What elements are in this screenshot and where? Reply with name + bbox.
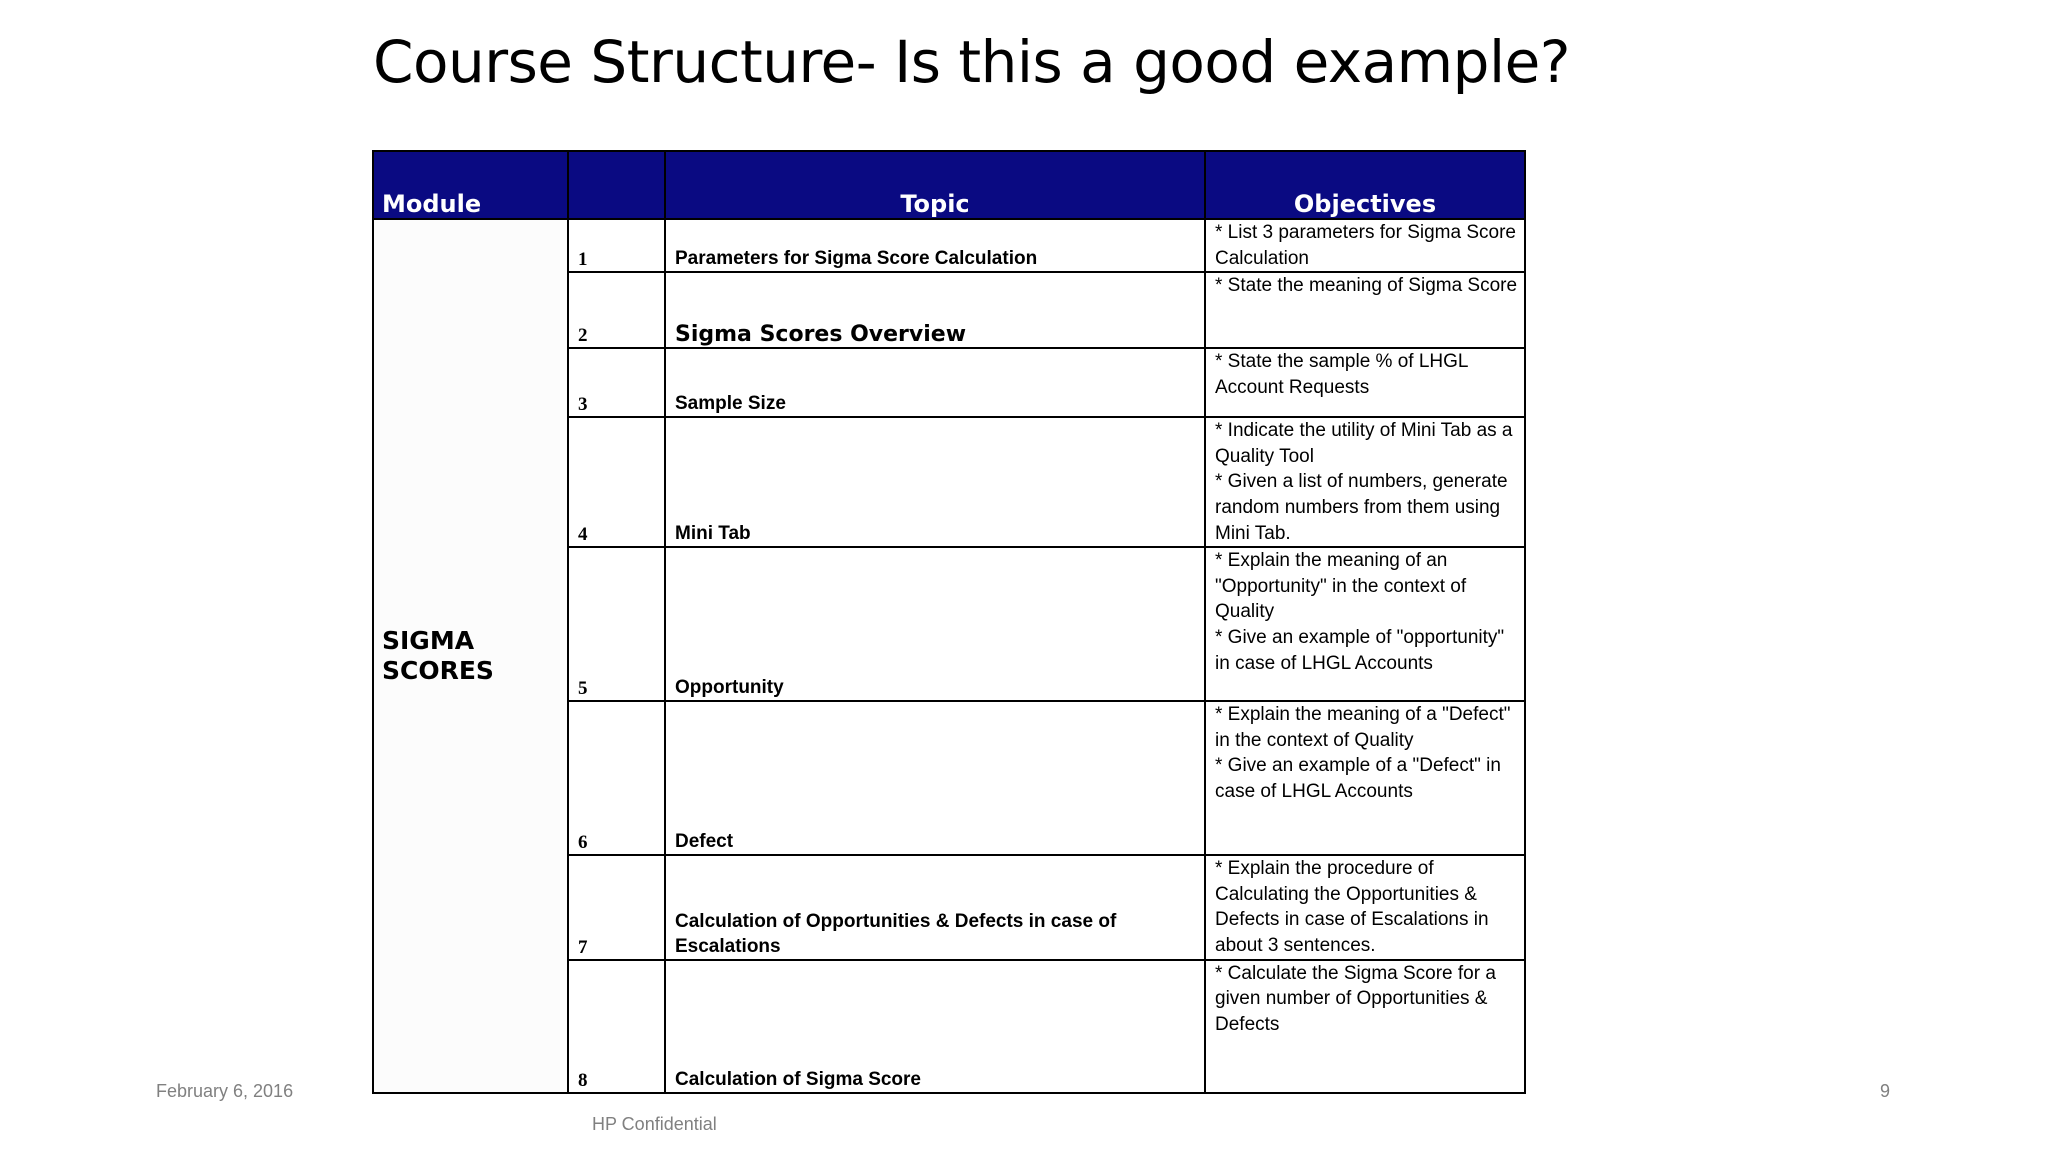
- header-topic: Topic: [665, 151, 1205, 219]
- row-number: 7: [568, 855, 665, 959]
- module-name-text: SIGMA SCORES: [382, 625, 494, 685]
- table-header-row: [373, 151, 1525, 219]
- row-objectives: [1205, 855, 1525, 959]
- objective-item: * Explain the meaning of an "Opportunity" in the context of Quality: [1215, 550, 1467, 623]
- objective-item: * Give an example of "opportunity" in case of LHGL Accounts: [1215, 626, 1505, 674]
- table-row: [373, 219, 1525, 272]
- row-objectives: [1205, 547, 1525, 701]
- slide-title: Course Structure- Is this a good example?: [373, 28, 1571, 96]
- row-objectives: [1205, 417, 1525, 547]
- footer-confidential: HP Confidential: [592, 1114, 717, 1134]
- row-topic: Sample Size: [665, 348, 1205, 417]
- row-objectives: [1205, 219, 1525, 272]
- course-structure-table: [372, 150, 1526, 1094]
- footer-date: February 6, 2016: [156, 1081, 294, 1101]
- row-number: 2: [568, 272, 665, 348]
- header-objectives: Objectives: [1205, 151, 1525, 219]
- row-topic: Mini Tab: [665, 417, 1205, 547]
- row-topic: Sigma Scores Overview: [665, 272, 1205, 348]
- header-number: [568, 151, 665, 219]
- objective-item: * Indicate the utility of Mini Tab as a Quality Tool: [1215, 420, 1513, 467]
- objective-item: * Give an example of a "Defect" in case of LHGL Accounts: [1215, 755, 1501, 802]
- page-number: 9: [1880, 1081, 1891, 1101]
- objective-item: * State the sample % of LHGL Account Requests: [1215, 351, 1468, 398]
- row-topic: Parameters for Sigma Score Calculation: [665, 219, 1205, 272]
- header-module: Module: [373, 151, 568, 219]
- objective-item: * State the meaning of Sigma Score: [1215, 275, 1518, 297]
- row-number: 3: [568, 348, 665, 417]
- objective-item: * Calculate the Sigma Score for a given number of Opportunities & Defects: [1215, 962, 1496, 1035]
- row-number: 4: [568, 417, 665, 547]
- module-name: [373, 219, 568, 1093]
- objective-item: * Given a list of numbers, generate random numbers from them using Mini Tab.: [1215, 471, 1508, 544]
- objective-item: * List 3 parameters for Sigma Score Calculation: [1215, 222, 1516, 269]
- row-number: 1: [568, 219, 665, 272]
- row-objectives: [1205, 272, 1525, 348]
- row-topic: Defect: [665, 701, 1205, 855]
- row-topic: Opportunity: [665, 547, 1205, 701]
- objective-item: * Explain the meaning of a "Defect" in the context of Quality: [1215, 704, 1511, 751]
- row-objectives: [1205, 960, 1525, 1093]
- row-objectives: [1205, 348, 1525, 417]
- row-number: 6: [568, 701, 665, 855]
- row-number: 8: [568, 960, 665, 1093]
- row-objectives: [1205, 701, 1525, 855]
- objective-item: * Explain the procedure of Calculating the Opportunities & Defects in case of Escalations in about 3 sentences.: [1215, 858, 1489, 956]
- row-topic: Calculation of Sigma Score: [665, 960, 1205, 1093]
- row-number: 5: [568, 547, 665, 701]
- row-topic: Calculation of Opportunities & Defects in case of Escalations: [665, 855, 1205, 959]
